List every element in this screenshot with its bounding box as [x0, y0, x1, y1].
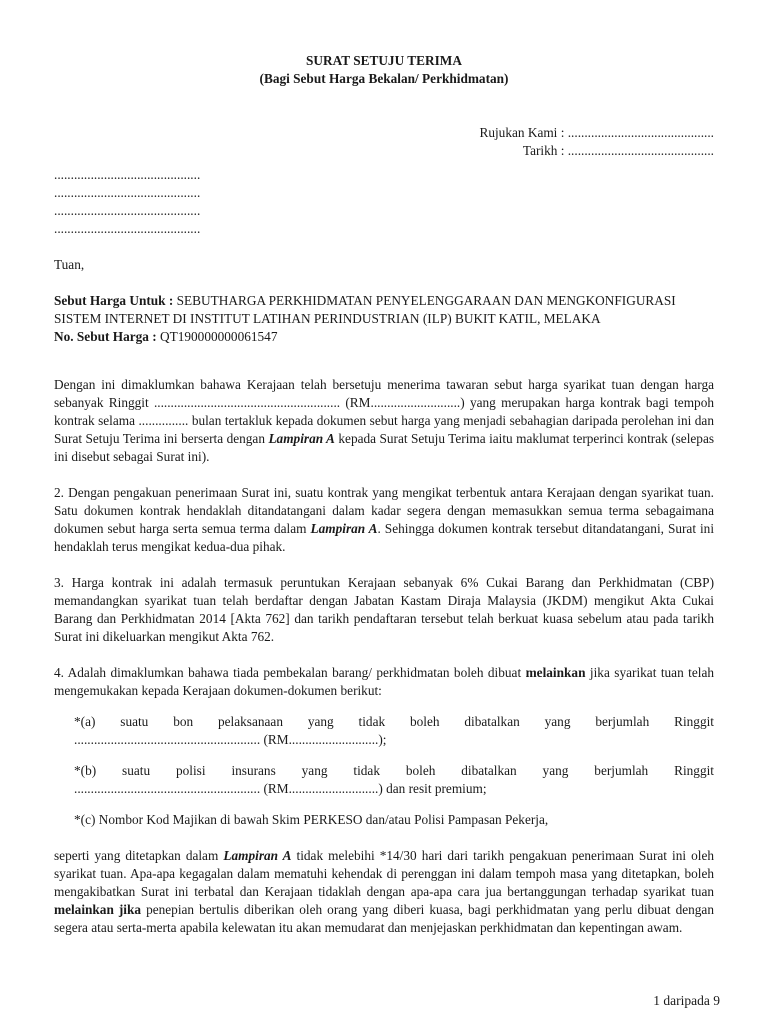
rujukan-line: Rujukan Kami : ............................................ [479, 125, 714, 140]
subtitle-text: (Bagi Sebut Harga Bekalan/ Perkhidmatan) [259, 71, 509, 86]
paragraph-text: Dengan ini dimaklumkan bahawa Kerajaan telah bersetuju menerima tawaran sebut harga syarikat tuan dengan harga sebanyak Ringgit ........................................................ (RM...........................) yang merupakan harga kontrak bagi tempoh kontrak selama ............... bulan tertakluk kepada dokumen sebut harga yang menjadi sebahagian daripada perolehan ini dan Surat Setuju Terima ini berserta dengan [54, 377, 714, 446]
list-item-a [74, 713, 714, 749]
list-item-text: *(c) Nombor Kod Majikan di bawah Skim PERKESO dan/atau Polisi Pampasan Pekerja, [74, 812, 549, 827]
subject-value: SEBUTHARGA PERKHIDMATAN PENYELENGGARAAN DAN MENGKONFIGURASI SISTEM INTERNET DI INSTITUT LATIHAN PERINDUSTRIAN (ILP) BUKIT KATIL, MELAKA [54, 293, 676, 326]
title-text: SURAT SETUJU TERIMA [306, 53, 462, 68]
paragraph-text: kepada Surat Setuju Terima iaitu maklumat terperinci kontrak (selepas ini disebut sebagai Surat ini). [54, 431, 715, 464]
subject-label: Sebut Harga Untuk : [54, 293, 174, 308]
list-item-text: *(b) suatu polisi insurans yang tidak boleh dibatalkan yang berjumlah Ringgit [74, 763, 714, 778]
tarikh-line: Tarikh : ............................................ [522, 143, 714, 158]
paragraph-4 [54, 664, 714, 700]
list-item-text: ........................................................ (RM...........................) dan resit premium; [74, 781, 487, 796]
list-item-text: ........................................................ (RM...........................); [74, 732, 387, 747]
list-item-b [74, 762, 714, 798]
lampiran-a-ref: Lampiran A [268, 431, 335, 446]
emphasis-text: melainkan jika [54, 902, 142, 917]
quotation-number-line [54, 328, 714, 346]
quotation-number-label: No. Sebut Harga : [54, 329, 157, 344]
address-line: ............................................ [54, 167, 201, 182]
closing-paragraph [54, 847, 714, 937]
paragraph-1 [54, 376, 714, 466]
paragraph-text: jika syarikat tuan telah mengemukakan kepada Kerajaan dokumen-dokumen berikut: [54, 665, 715, 698]
address-line: ............................................ [54, 185, 201, 200]
letter-page [54, 52, 714, 937]
list-item-text: *(a) suatu bon pelaksanaan yang tidak boleh dibatalkan yang berjumlah Ringgit [74, 714, 714, 729]
paragraph-text: . Sehingga dokumen kontrak tersebut ditandatangani, Surat ini hendaklah terus mengikat kedua-dua pihak. [54, 521, 715, 554]
paragraph-text: tidak melebihi *14/30 hari dari tarikh pengakuan penerimaan Surat ini oleh syarikat tuan. Apa-apa kegagalan dalam mematuhi kehendak di perenggan ini dalam tempoh masa yang ditetapkan, boleh mengakibatkan Surat ini terbatal dan Kerajaan tidaklah dengan apa-apa cara jua bertanggungan terhadap syarikat tuan [54, 848, 715, 899]
paragraph-2 [54, 484, 714, 556]
salutation: Tuan, [54, 257, 85, 272]
paragraph-text: 4. Adalah dimaklumkan bahawa tiada pembekalan barang/ perkhidmatan boleh dibuat [54, 665, 522, 680]
subject-line [54, 292, 714, 328]
quotation-number-value: QT190000000061547 [160, 329, 278, 344]
paragraph-text: 2. Dengan pengakuan penerimaan Surat ini, suatu kontrak yang mengikat terbentuk antara Kerajaan dengan syarikat tuan. Satu dokumen kontrak hendaklah ditandatangani dalam kadar segera dengan memasukkan semua terma sebagaimana dokumen sebut harga serta semua terma dalam [54, 485, 714, 536]
page-number: 1 daripada 9 [653, 993, 720, 1008]
address-line: ............................................ [54, 221, 201, 236]
recipient-address [54, 166, 714, 238]
subject-block [54, 292, 714, 346]
address-line: ............................................ [54, 203, 201, 218]
emphasis-text: melainkan [525, 665, 586, 680]
reference-block [54, 124, 714, 160]
lampiran-a-ref: Lampiran A [310, 521, 378, 536]
list-item-c [74, 811, 714, 829]
letter-title [54, 52, 714, 88]
paragraph-text: penepian bertulis diberikan oleh orang yang diberi kuasa, bagi perkhidmatan yang perlu dibuat dengan segera atau serta-merta apabila kelewatan itu akan memudarat dan menjejaskan perkhidmatan dan kepentingan awam. [54, 902, 714, 935]
paragraph-text: seperti yang ditetapkan dalam [54, 848, 219, 863]
lampiran-a-ref: Lampiran A [223, 848, 292, 863]
paragraph-3: 3. Harga kontrak ini adalah termasuk peruntukan Kerajaan sebanyak 6% Cukai Barang dan Perkhidmatan (CBP) memandangkan syarikat tuan telah berdaftar dengan Jabatan Kastam Diraja Malaysia (JKDM) mengikut Akta Cukai Barang dan Perkhidmatan 2014 [Akta 762] dan tarikh pendaftaran tersebut telah berkuat kuasa sebelum atau pada tarikh Surat ini dikeluarkan mengikut Akta 762. [54, 575, 714, 644]
